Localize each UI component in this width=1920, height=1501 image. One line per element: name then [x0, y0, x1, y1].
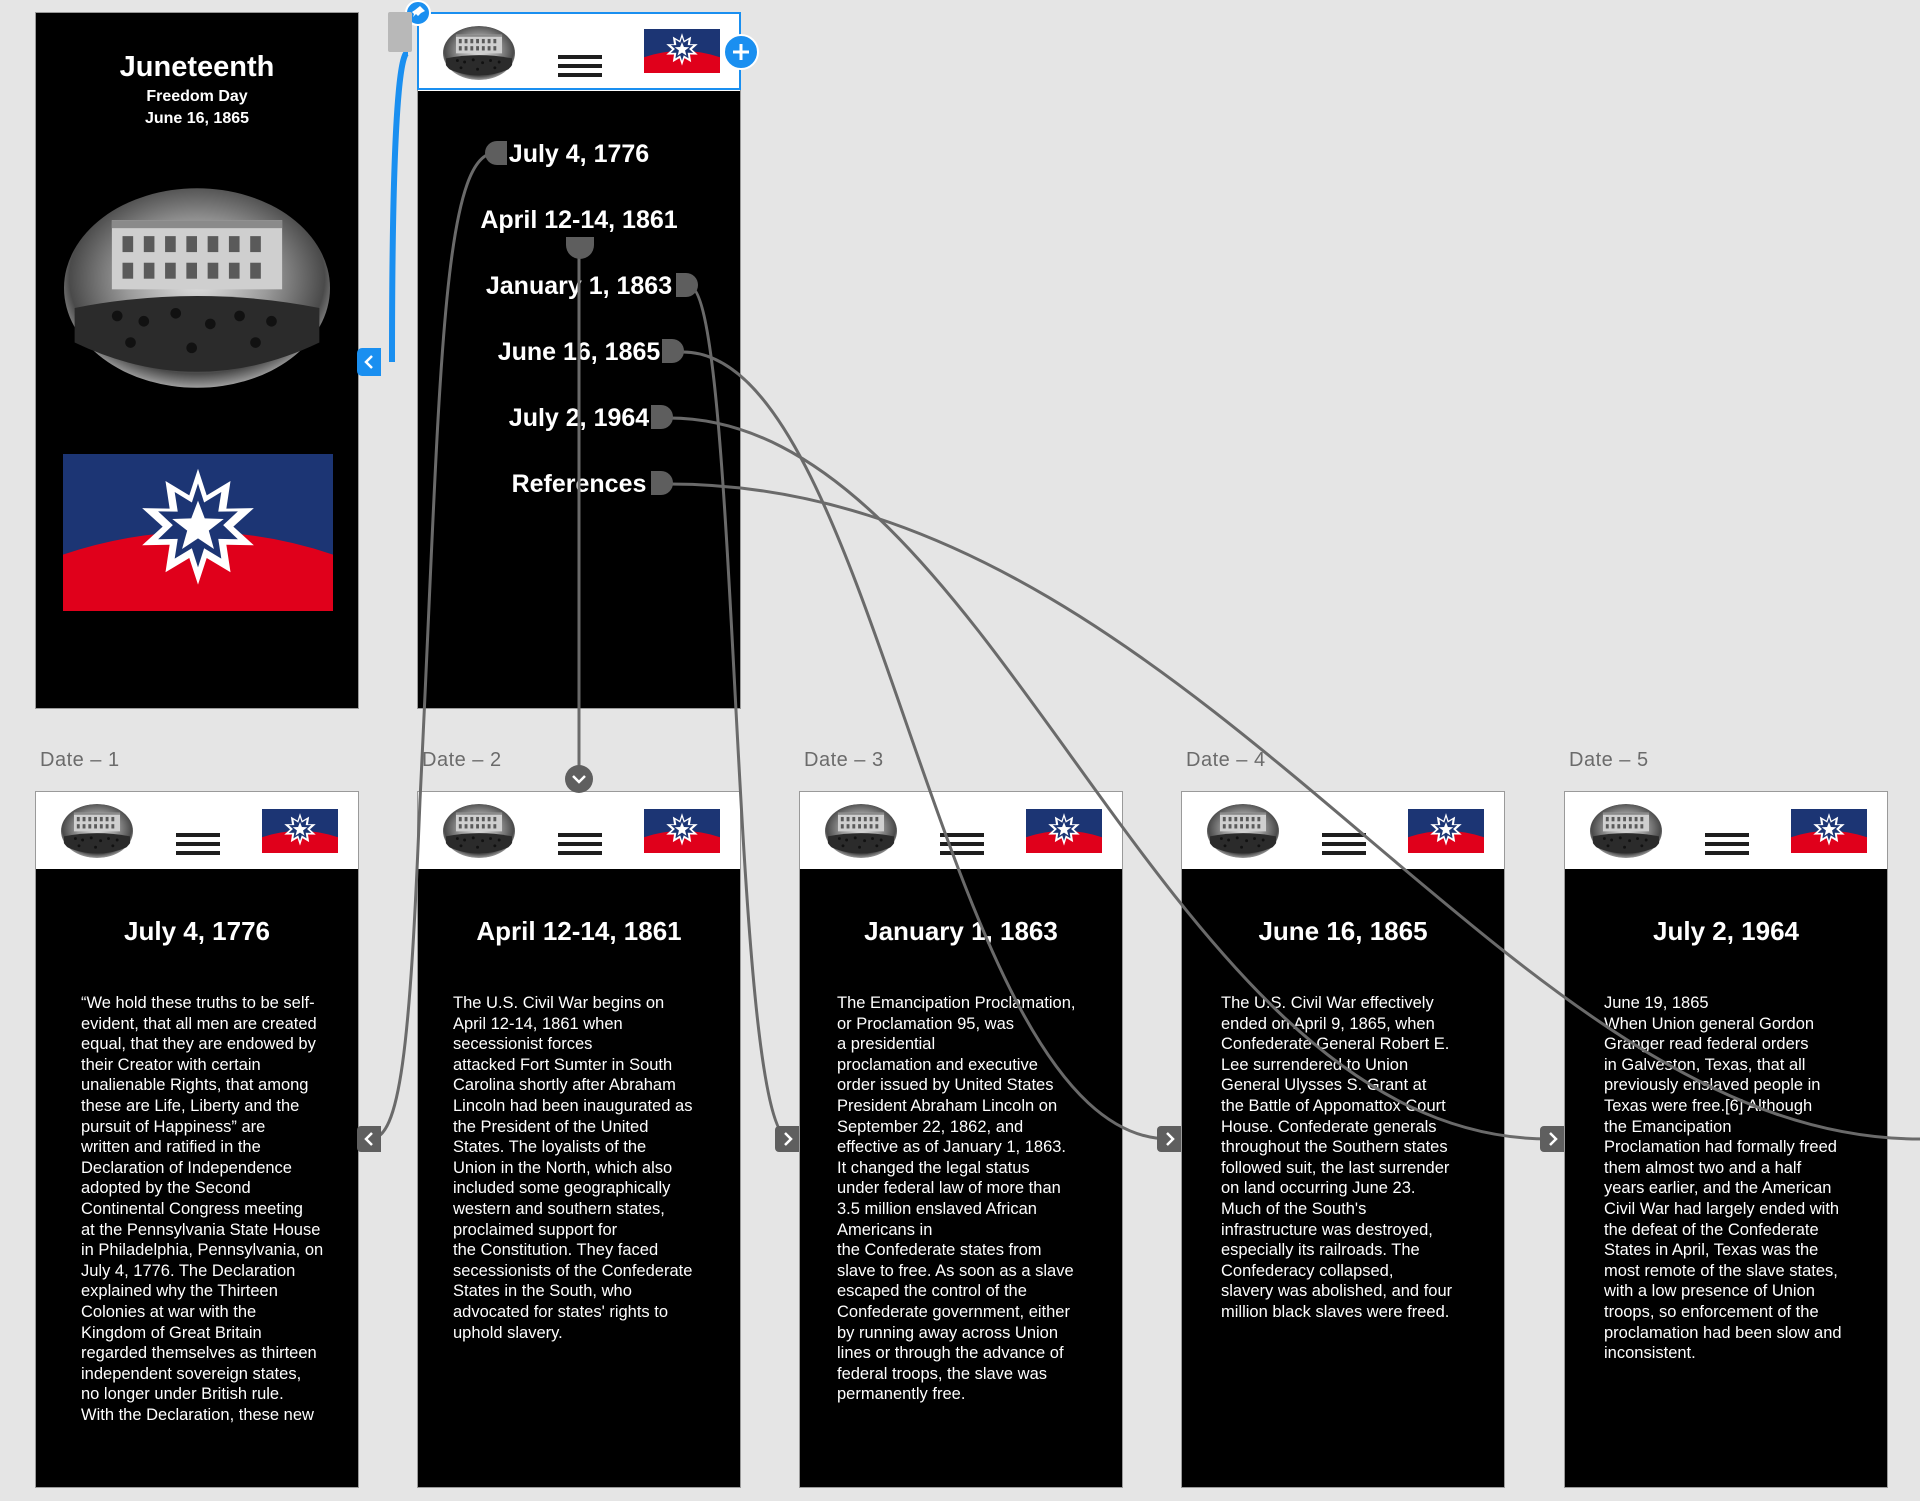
- plus-icon: [725, 36, 757, 68]
- chevron-right-icon[interactable]: [775, 1126, 799, 1152]
- menu-item-july-1776[interactable]: July 4, 1776: [508, 140, 650, 168]
- page-title: July 2, 1964: [1653, 916, 1799, 946]
- header-photo: [60, 804, 134, 858]
- page-title: June 16, 1865: [1258, 916, 1428, 946]
- wire-home-link: [392, 52, 408, 362]
- page-header: [36, 792, 358, 869]
- artboard-label-1: Date – 1: [40, 749, 120, 771]
- hamburger-icon[interactable]: [940, 833, 984, 859]
- page-title: July 4, 1776: [124, 916, 270, 946]
- menu-item-june-1865[interactable]: June 16, 1865: [497, 338, 661, 366]
- juneteenth-flag: [63, 454, 333, 611]
- page-body: June 19, 1865 When Union general Gordon Granger read federal orders in Galveston, Texas, that all previously enslaved people in Texas were free.[6] Although the Emancipation Proclamation had formally freed them almost two and a half years earlier, and the American Civil War had largely ended with the defeat of the Confederate States in April, Texas was the most remote of the slave states, with a low presence of Union troops, so enforcement of the proclamation had been slow and inconsistent.: [1604, 994, 1842, 1363]
- header-flag: [1791, 809, 1867, 853]
- chevron-left-icon[interactable]: [357, 1126, 381, 1152]
- artboard-date-3[interactable]: [799, 791, 1123, 1488]
- page-header: [800, 792, 1122, 869]
- header-flag: [644, 809, 720, 853]
- header-photo: [824, 804, 898, 858]
- menu-item-april-1861[interactable]: April 12-14, 1861: [480, 206, 678, 234]
- artboard-menu[interactable]: [417, 12, 741, 709]
- header-flag: [1026, 809, 1102, 853]
- page-header: [1182, 792, 1504, 869]
- page-body: “We hold these truths to be self- evident, that all men are created equal, that they are endowed by their Creator with certain unalienable Rights, that among these are Life, Liberty and the pursuit of Happiness” are written and ratified in the Declaration of Independence adopted by the Second Continental Congress meeting at the Pennsylvania State House in Philadelphia, Pennsylvania, on July 4, 1776. The Declaration explained why the Thirteen Colonies at war with the Kingdom of Great Britain regarded themselves as thirteen independent sovereign states, no longer under British rule. With the Declaration, these new: [81, 994, 324, 1424]
- home-title: Juneteenth: [119, 51, 275, 83]
- home-subtitle: Freedom Day: [146, 88, 248, 105]
- connector-node-july-1776[interactable]: [485, 141, 507, 165]
- chevron-left-icon[interactable]: [357, 348, 381, 376]
- page-body: The U.S. Civil War effectively ended on April 9, 1865, when Confederate General Robert E. Lee surrendered to Union General Ulysses S. Grant at the Battle of Appomattox Court House. Confederate generals throughout the Southern states followed suit, the last surrender on land occurring June 23. Much of the South's infrastructure was destroyed, especially its railroads. The Confederacy collapsed, slavery was abolished, and four million black slaves were freed.: [1221, 994, 1453, 1321]
- menu-item-july-1964[interactable]: July 2, 1964: [508, 404, 650, 432]
- header-photo: [442, 804, 516, 858]
- menu-item-references[interactable]: References: [511, 470, 647, 498]
- artboard-date-2[interactable]: [417, 791, 741, 1488]
- artboard-label-4: Date – 4: [1186, 749, 1266, 771]
- artboard-date-5[interactable]: [1564, 791, 1888, 1488]
- menu-item-january-1863[interactable]: January 1, 1863: [485, 272, 673, 300]
- page-title: April 12-14, 1861: [476, 916, 682, 946]
- header-flag: [262, 809, 338, 853]
- page-header: [418, 792, 740, 869]
- page-body: The Emancipation Proclamation, or Proclamation 95, was a presidential proclamation and executive order issued by United States President Abraham Lincoln on September 22, 1862, and effective as of January 1, 1863. It changed the legal status under federal law of more than 3.5 million enslaved African Americans in the Confederate states from slave to free. As soon as a slave escaped the control of the Confederate government, either by running away across Union lines or through the advance of federal troops, the slave was permanently free.: [837, 994, 1076, 1404]
- artboard-date-1[interactable]: [35, 791, 359, 1488]
- artboard-date-4[interactable]: [1181, 791, 1505, 1488]
- historic-photo: [64, 188, 330, 388]
- artboard-label-3: Date – 3: [804, 749, 884, 771]
- selection-outline: [417, 12, 741, 90]
- home-date: June 16, 1865: [144, 110, 250, 127]
- chevron-right-icon[interactable]: [1540, 1126, 1564, 1152]
- artboard-label-5: Date – 5: [1569, 749, 1649, 771]
- artboard-home[interactable]: [35, 12, 359, 709]
- chevron-right-icon[interactable]: [1157, 1126, 1181, 1152]
- header-photo: [1206, 804, 1280, 858]
- hamburger-icon[interactable]: [1705, 833, 1749, 859]
- page-header: [1565, 792, 1887, 869]
- artboard-label-2: Date – 2: [422, 749, 502, 771]
- page-title: January 1, 1863: [864, 916, 1058, 946]
- header-flag: [1408, 809, 1484, 853]
- hamburger-icon[interactable]: [176, 833, 220, 859]
- link-origin-tab[interactable]: [388, 12, 412, 52]
- hamburger-icon[interactable]: [558, 833, 602, 859]
- hamburger-icon[interactable]: [1322, 833, 1366, 859]
- page-body: The U.S. Civil War begins on April 12-14, 1861 when secessionist forces attacked Fort Sumter in South Carolina shortly after Abraham Lincoln had been inaugurated as the President of the United States. The loyalists of the Union in the North, which also included some geographically western and southern states, proclaimed support for the Constitution. They faced secessionists of the Confederate States in the South, who advocated for states' rights to uphold slavery.: [453, 994, 693, 1342]
- header-photo: [1589, 804, 1663, 858]
- chevron-down-icon[interactable]: [565, 765, 593, 793]
- add-interaction-button[interactable]: [723, 34, 759, 70]
